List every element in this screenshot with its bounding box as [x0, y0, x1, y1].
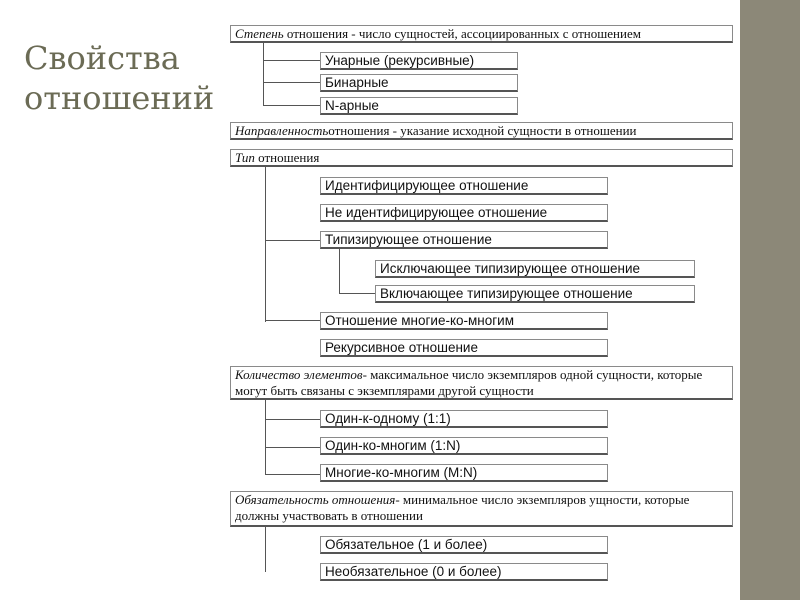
connector-cardinality-item	[265, 474, 320, 475]
connector-mandatory	[265, 527, 266, 572]
mandatory-description: - минимальное число экземпляров ущности, которые должны участвовать в отношении	[235, 492, 690, 523]
cardinality-term: Количество элементов	[235, 367, 363, 382]
type-item: Не идентифицирующее отношение	[320, 204, 608, 222]
connector-degree-item	[263, 82, 320, 83]
subtype-item: Включающее типизирующее отношение	[375, 285, 695, 303]
type-header	[230, 149, 733, 167]
type-description: отношения	[254, 150, 320, 165]
mandatory-header	[230, 491, 733, 527]
connector-cardinality-item	[265, 419, 320, 420]
mandatory-item: Обязательное (1 и более)	[320, 536, 608, 554]
type-item: Отношение многие-ко-многим	[320, 312, 608, 330]
degree-item: N-арные	[320, 97, 518, 115]
cardinality-item: Один-ко-многим (1:N)	[320, 437, 608, 455]
connector-degree-item	[263, 105, 320, 106]
type-item: Рекурсивное отношение	[320, 339, 608, 357]
connector-cardinality-item	[265, 447, 320, 448]
connector-type	[265, 167, 266, 322]
mandatory-item: Необязательное (0 и более)	[320, 563, 608, 581]
mandatory-term: Обязательность отношения	[235, 492, 396, 507]
subtype-item: Исключающее типизирующее отношение	[375, 260, 695, 278]
degree-term: Степень	[235, 26, 284, 41]
degree-item: Унарные (рекурсивные)	[320, 52, 518, 70]
connector-type-item	[265, 320, 320, 321]
direction-header	[230, 122, 733, 140]
slide-title: Свойства отношений	[24, 39, 215, 117]
degree-header	[230, 25, 733, 43]
cardinality-description: - максимальное число экземпляров одной сущности, которые могут быть связаны с экземплярами другой сущности	[235, 367, 703, 398]
degree-description: отношения - число сущностей, ассоциированных с отношением	[283, 26, 641, 41]
connector-cardinality	[265, 400, 266, 475]
cardinality-item: Многие-ко-многим (M:N)	[320, 464, 608, 482]
connector-degree	[263, 43, 264, 106]
direction-term: Направленность	[235, 123, 329, 138]
connector-subtype-item	[339, 293, 375, 294]
degree-item: Бинарные	[320, 74, 518, 92]
cardinality-header	[230, 366, 733, 400]
type-item: Типизирующее отношение	[320, 231, 608, 249]
type-term: Тип	[235, 150, 255, 165]
connector-subtype	[339, 247, 340, 293]
connector-type-item	[265, 240, 320, 241]
type-item: Идентифицирующее отношение	[320, 177, 608, 195]
direction-description: отношения - указание исходной сущности в отношении	[328, 123, 637, 138]
cardinality-item: Один-к-одному (1:1)	[320, 410, 608, 428]
connector-degree-item	[263, 60, 320, 61]
